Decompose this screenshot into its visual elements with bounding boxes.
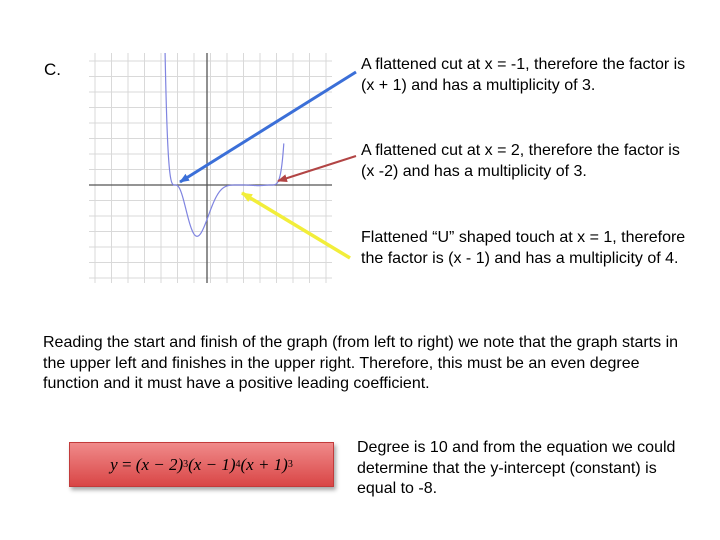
reading-paragraph: Reading the start and finish of the graph (from left to right) we note that the graph starts in the upper left and finishes in the upper right. Therefore, this must be an even degree function and it must have a positive leading coefficient.: [43, 334, 679, 392]
note-touch-x-1: Flattened “U” shaped touch at x = 1, therefore the factor is (x - 1) and has a multiplicity of 4.: [361, 229, 686, 267]
equation-factor: (x + 1): [240, 454, 288, 474]
equation-exponent: 4: [235, 459, 241, 470]
note-cut-x-neg-1: A flattened cut at x = -1, therefore the factor is (x + 1) and has a multiplicity of 3.: [361, 56, 686, 94]
equation-factor: (x − 1): [188, 454, 236, 474]
equation-exponent: 3: [183, 459, 189, 470]
note-cut-x-2: A flattened cut at x = 2, therefore the factor is (x -2) and has a multiplicity of 3.: [361, 142, 680, 180]
degree-note: Degree is 10 and from the equation we could determine that the y-intercept (constant) is equal to -8.: [357, 439, 676, 497]
equation-box: y = (x − 2) 3 (x − 1) 4 (x + 1) 3: [69, 442, 334, 487]
section-label: C.: [44, 60, 61, 79]
equation-factor: (x − 2): [135, 454, 184, 474]
polynomial-graph: [89, 53, 332, 283]
equation-lhs: y: [110, 454, 118, 474]
equation-exponent: 3: [287, 459, 293, 470]
